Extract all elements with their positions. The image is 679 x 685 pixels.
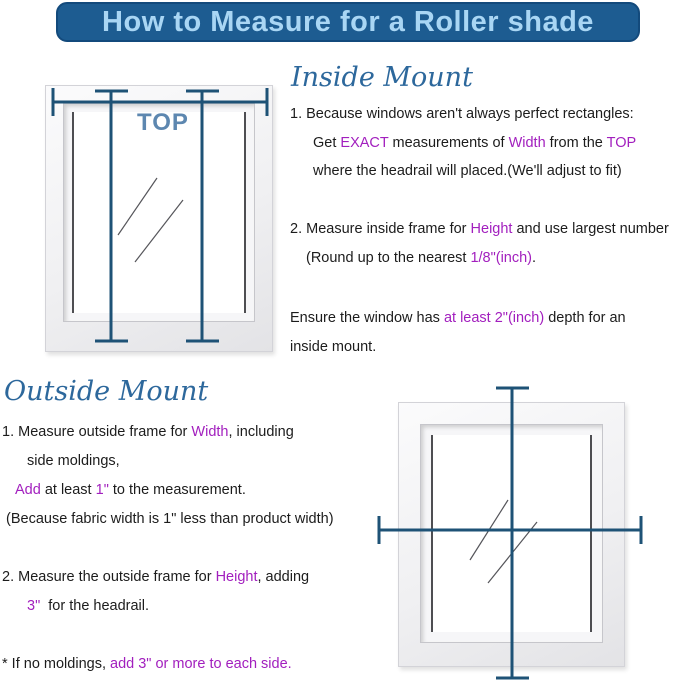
outside-mount-heading: Outside Mount <box>4 376 209 407</box>
inside-note-line1: Ensure the window has at least 2"(inch) depth for an <box>290 310 626 326</box>
inside-step1-line2: Get EXACT measurements of Width from the TOP <box>313 135 637 151</box>
outside-step2-line1: 2. Measure the outside frame for Height, adding <box>2 569 310 585</box>
title-banner <box>56 2 640 42</box>
inside-mount-heading: Inside Mount <box>291 62 473 93</box>
inside-step1-line3: where the headrail will placed.(We'll adjust to fit) <box>313 163 622 179</box>
window-glass <box>72 112 246 313</box>
inside-step2-line1: 2. Measure inside frame for Height and use largest number <box>290 221 669 237</box>
inside-note-line2: inside mount. <box>290 339 377 355</box>
outside-step1-line4: (Because fabric width is 1" less than product width) <box>6 511 334 527</box>
outside-mount-window-diagram <box>398 402 625 667</box>
outside-step1-line1: 1. Measure outside frame for Width, including <box>2 424 294 440</box>
page-title: How to Measure for a Roller shade <box>102 5 594 38</box>
outside-note-line1: * If no moldings, add 3" or more to each side. <box>2 656 292 672</box>
window-glass <box>431 435 592 632</box>
inside-step2-line2: (Round up to the nearest 1/8"(inch). <box>306 250 537 266</box>
outside-step1-line2: side moldings, <box>27 453 120 469</box>
top-label: TOP <box>137 109 189 136</box>
outside-step2-line2: 3" for the headrail. <box>27 598 150 614</box>
outside-step1-line3: Add at least 1" to the measurement. <box>15 482 246 498</box>
inside-step1-line1: 1. Because windows aren't always perfect rectangles: <box>290 106 634 122</box>
